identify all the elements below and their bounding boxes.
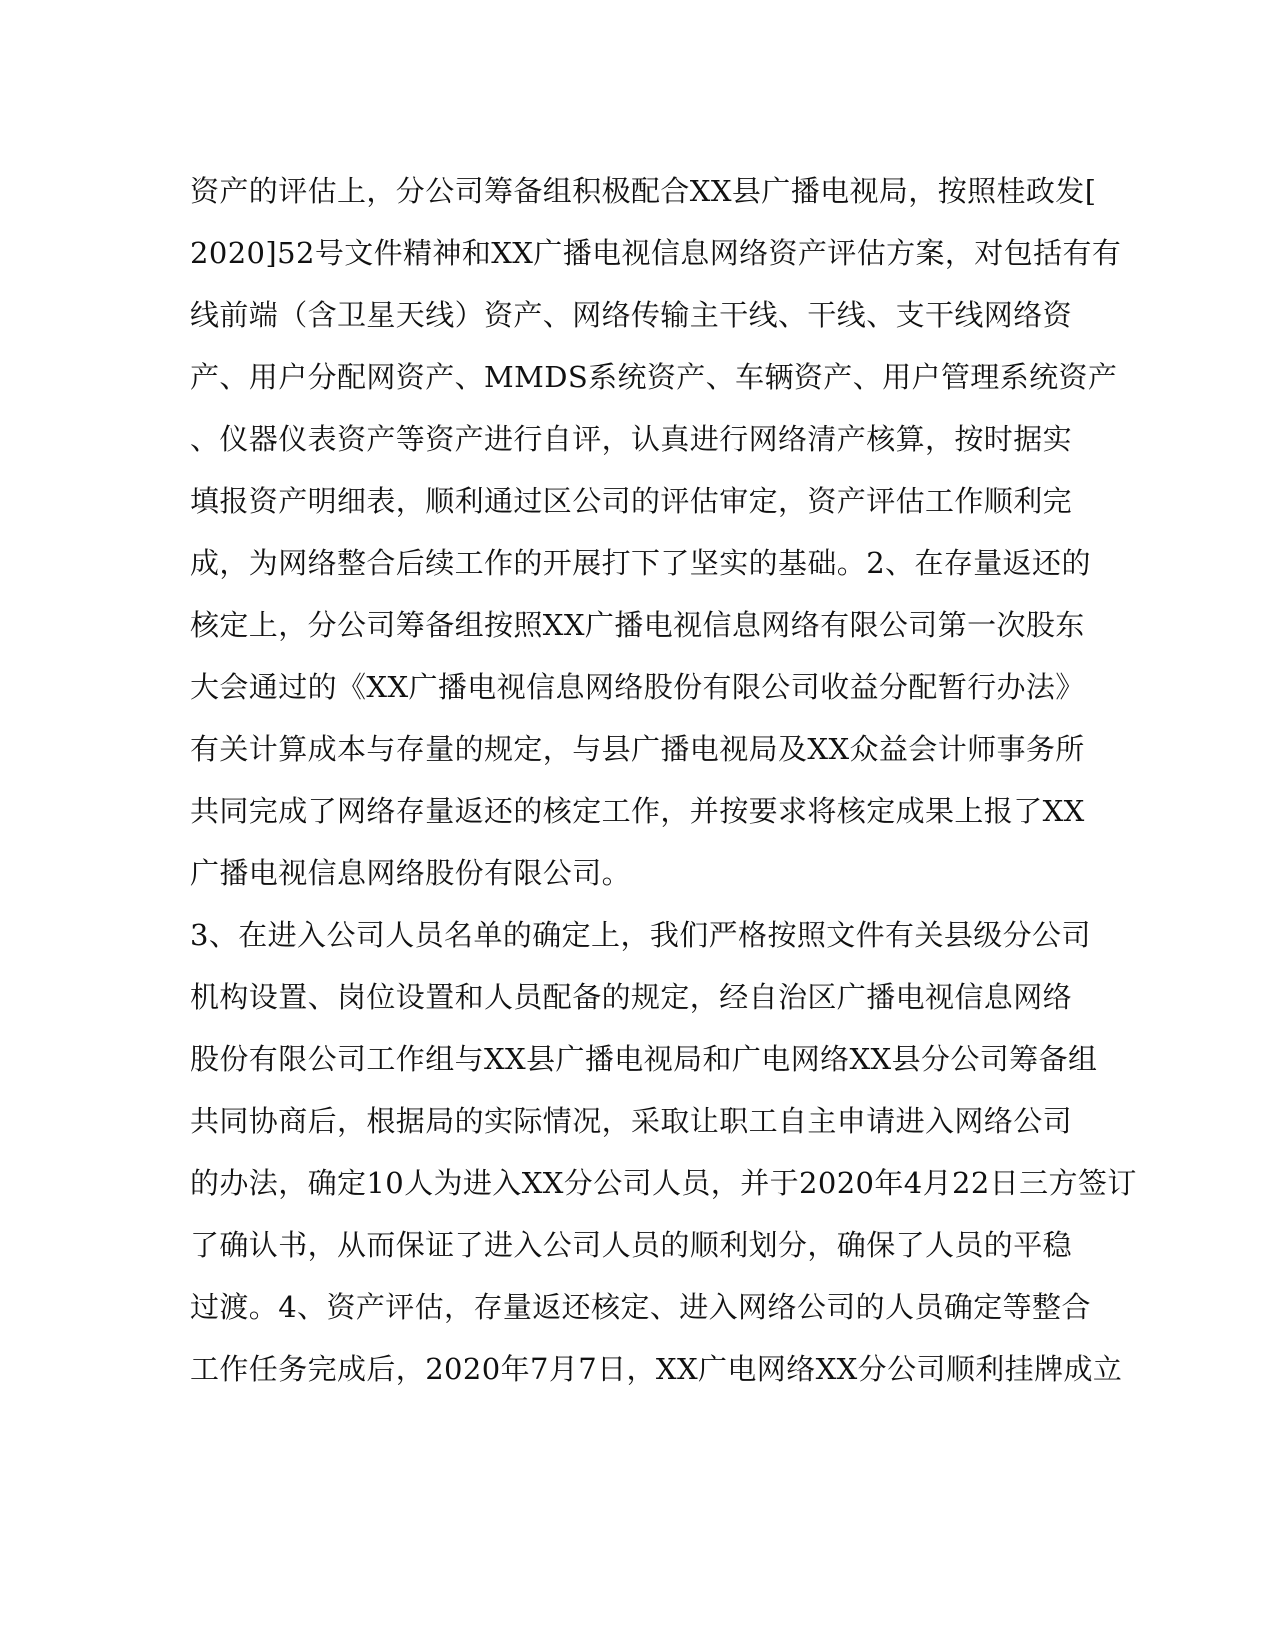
text-line: 有关计算成本与存量的规定，与县广播电视局及XX众益会计师事务所 [190, 732, 1085, 766]
text-line: 核定上，分公司筹备组按照XX广播电视信息网络有限公司第一次股东 [190, 608, 1085, 642]
text-line: 填报资产明细表，顺利通过区公司的评估审定，资产评估工作顺利完 [190, 484, 1073, 518]
text-line: 、仪器仪表资产等资产进行自评，认真进行网络清产核算，按时据实 [190, 422, 1073, 456]
text-line: 工作任务完成后，2020年7月7日，XX广电网络XX分公司顺利挂牌成立 [190, 1352, 1123, 1386]
text-line: 过渡。4、资产评估，存量返还核定、进入网络公司的人员确定等整合 [190, 1290, 1091, 1324]
text-line: 大会通过的《XX广播电视信息网络股份有限公司收益分配暂行办法》 [190, 670, 1085, 704]
text-line: 机构设置、岗位设置和人员配备的规定，经自治区广播电视信息网络 [190, 980, 1073, 1014]
text-line: 共同协商后，根据局的实际情况，采取让职工自主申请进入网络公司 [190, 1104, 1073, 1138]
text-line: 股份有限公司工作组与XX县广播电视局和广电网络XX县分公司筹备组 [190, 1042, 1098, 1076]
text-line: 广播电视信息网络股份有限公司。 [190, 856, 632, 890]
text-line: 成，为网络整合后续工作的开展打下了坚实的基础。2、在存量返还的 [190, 546, 1091, 580]
text-line: 3、在进入公司人员名单的确定上，我们严格按照文件有关县级分公司 [190, 918, 1091, 952]
text-line: 共同完成了网络存量返还的核定工作，并按要求将核定成果上报了XX [190, 794, 1085, 828]
text-line: 资产的评估上，分公司筹备组积极配合XX县广播电视局，按照桂政发[ [190, 174, 1097, 208]
body-text [190, 160, 1137, 1400]
text-line: 产、用户分配网资产、MMDS系统资产、车辆资产、用户管理系统资产 [190, 360, 1118, 394]
text-line: 2020]52号文件精神和XX广播电视信息网络资产评估方案，对包括有有 [190, 236, 1122, 270]
text-line: 了确认书，从而保证了进入公司人员的顺利划分，确保了人员的平稳 [190, 1228, 1073, 1262]
text-line: 的办法，确定10人为进入XX分公司人员，并于2020年4月22日三方签订 [190, 1166, 1137, 1200]
text-line: 线前端（含卫星天线）资产、网络传输主干线、干线、支干线网络资 [190, 298, 1073, 332]
